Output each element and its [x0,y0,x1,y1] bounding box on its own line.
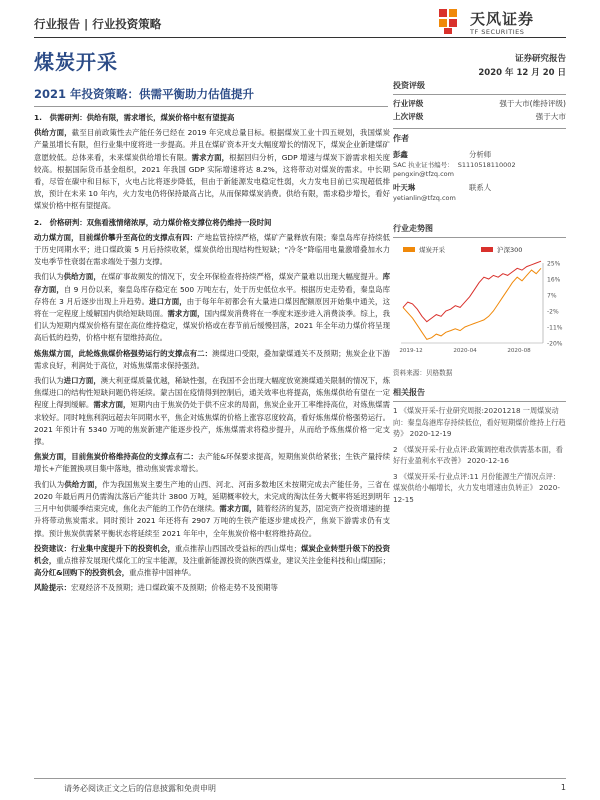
paragraph: 动力煤方面，目前煤价攀升至高位的支撑点有四：产地监管持续严格，煤矿产量释放有限；秦皇岛库存持续低于历史同期水平；进口煤政策 5 月后持续收紧，煤炭供给出现结构性短缺；“冷冬”降临用电量激增叠加水力发电季节性衰弱在需求端处于强力支撑。 [34,232,390,267]
y-tick-label: 16% [547,276,561,284]
legend-label-2: 沪深300 [497,246,523,254]
analyst-2-email[interactable]: yetianlin@tfzq.com [393,194,456,202]
section-heading-2: 2. 价格研判：双焦看涨情绪浓厚，动力煤价格支撑位将仍维持一段时间 [34,217,272,227]
tf-logo-icon [436,6,466,36]
y-tick-label: 25% [547,260,561,268]
rating-section-title: 投资评级 [393,78,566,95]
related-report-1[interactable]: 1 《煤炭开采-行业研究周报:20201218 一周煤炭动向：秦皇岛港库存持续低位，看好短期煤价维持上行趋势》 2020-12-19 [393,406,566,438]
paragraph: 风险提示：宏观经济不及预期；进口煤政策不及预期；价格走势不及预期等 [34,583,278,593]
header-divider [34,37,566,38]
y-tick-label: -11% [547,324,563,332]
industry-title: 煤炭开采 [34,50,118,74]
legend-swatch-1 [403,247,415,252]
report-date: 2020 年 12 月 20 日 [478,68,566,78]
trend-chart-title: 行业走势图 [393,221,566,238]
company-logo [436,4,566,44]
trend-chart-svg [393,241,566,365]
x-tick-label: 2020-04 [453,348,477,354]
report-category: 行业报告 | 行业投资策略 [34,17,162,31]
footer-divider [34,778,566,779]
legend-label-1: 煤炭开采 [419,246,445,254]
paragraph: 我们认为进口方面，澳大利亚煤质量优越，稀缺性强，在我国不会出现大幅度放宽澳煤通关限制的情况下，炼焦煤进口的结构性短缺问题仍将延续。蒙古国在疫情得到控制后，通关效率也将提高，炼焦煤供给有望在一定程度上得到缓解。需求方面，短期内由于焦炭仍处于供不应求的局面，焦炭企业开工率维持高位，对炼焦煤需求较好。同时吨焦利润远超去年同期水平，焦企对炼焦煤的价格上涨容忍度较高，看好炼焦煤价格强势运行。2021 年预计有 5340 万吨的焦炭新建产能逐步投产，炼焦煤需求将稳步提升，从而给予炼焦煤价格一定支撑。 [34,376,390,447]
paragraph: 炼焦煤方面，此轮炼焦煤价格强势运行的支撑点有二：澳煤进口受限，叠加蒙煤通关不及预期；焦炭企业下游需求良好，利润处于高位，对炼焦煤需求保持强劲。 [34,348,390,370]
analyst-2: 叶天琳 联系人 [393,183,492,192]
footer-disclaimer: 请务必阅读正文之后的信息披露和免责申明 [64,784,216,793]
y-tick-label: -2% [547,308,559,316]
chart-source: 资料来源：贝格数据 [393,369,453,377]
legend-swatch-2 [481,247,493,252]
paragraph: 我们认为供给方面，在煤矿事故频发的情况下，安全环保检查将持续严格，煤炭产量难以出现大幅度提升。库存方面，自 9 月份以来，秦皇岛库存稳定在 500 万吨左右，处于历史低位水平。根据历史走势看，秦皇岛库存将在 3 月后逐步出现上升趋势。进口方面，由于每年年初都会有大量进口煤因配额原因开始集中通关，这将在一定程度上缓解国内供给短缺局面。需求方面，国内煤炭消费将在一季度末逐步进入消费淡季。综上，我们认为短期内煤炭价格有望在高位维持稳定，煤炭价格或在春节前后缓慢回落，2021 年全年动力煤价将呈现高后低的趋势，价格中枢有望维持高位。 [34,272,390,343]
paragraph: 供给方面，截至目前政策性去产能任务已经在 2019 年完成总量目标。根据煤炭工业十四五规划，我国煤炭产量虽增长有限，但行业集中度将进一步提高。并且在煤矿资本开支大幅度增长的情况下，煤炭企业新建煤矿意愿较低。总体来看，未来煤炭供给增长有限。需求方面，根据回归分析，GDP 增速与煤炭下游需求相关度较高。根据国际货币基金组织，2021 年我国 GDP 实际增速将达 8.2%，这将带动对煤炭的需求。中长期看，尽管在碳中和目标下，火电占比将逐步降低，但由于新能源发电稳定性弱，火力发电目前已实现超低排放，预计在未来 10 年内，火力发电仍将保持最高占比，从而保障煤炭消费。供给有限，需求稳步增长，看好煤炭价格中枢有望提高。 [34,128,390,211]
industry-trend-chart [393,241,566,365]
sidebar [393,78,566,509]
paragraph: 我们认为供给方面，作为我国焦炭主要生产地的山西、河北、河南多数地区未按期完成去产能任务，三省在 2020 年最后两月仍需淘汰落后产能共计 3800 万吨，延期概率较大，未完成的淘汰任务大概率将延迟到明年三月中旬供暖季结束完成，焦化去产能的工作仍在继续。需求方面，随着经济的复苏，固定资产投资增速的提升将带动焦炭需求。同时预计 2021 年还将有 2907 万吨的生铁产能逐步建成投产，焦炭下游需求仍有支撑。预计焦炭供需紧平衡状态将延续至 2021 年年中，全年焦炭价格中枢将维持高位。 [34,479,390,538]
previous-rating: 上次评级 强于大市 [393,112,566,121]
logo-text-en: TF SECURITIES [470,28,525,36]
series-line-1 [403,268,541,339]
report-subtitle: 2021 年投资策略：供需平衡助力估值提升 [34,86,388,107]
analysts-title: 作者 [393,134,409,143]
paragraph: 焦炭方面，目前焦炭价格维持高位的支撑点有二：去产能&环保要求提高，短期焦炭供给紧张；生铁产量持续增长+产能置换项目集中落地，推动焦炭需求增长。 [34,452,390,474]
analyst-1-cert: SAC 执业证书编号： S1110518110002 [393,161,516,169]
y-tick-label: -20% [547,340,563,348]
industry-rating: 行业评级 强于大市(维持评级) [393,99,566,108]
x-tick-label: 2019-12 [399,348,423,354]
analyst-1: 彭鑫 分析师 [393,150,492,159]
series-line-2 [403,261,541,322]
main-content [34,108,390,598]
y-tick-label: 7% [547,292,557,300]
logo-text-cn: 天风证券 [470,10,535,28]
section-heading-1: 1. 供需研判：供给有限，需求增长，煤炭价格中枢有望提高 [34,113,235,122]
analyst-1-email[interactable]: pengxin@tfzq.com [393,170,454,178]
paragraph: 投资建议：行业集中度提升下的投资机会，重点推荐山西国改受益标的西山煤电；煤炭企业转型升级下的投资机会，重点推荐发展现代煤化工的宝丰能源，及注重新能源投资的陕西煤业，建议关注金能科技和山煤国际；高分红&回购下的投资机会，重点推荐中国神华。 [34,543,390,578]
top-bar [34,12,566,34]
page-number: 1 [560,783,566,792]
related-report-3[interactable]: 3 《煤炭开采-行业点评:11 月份能源生产情况点评：煤炭供给小幅增长，火力发电增速由负转正》 2020-12-15 [393,471,561,504]
report-type: 证券研究报告 [514,54,566,64]
divider [393,128,566,129]
x-tick-label: 2020-08 [507,348,531,354]
related-reports-title: 相关报告 [393,385,566,402]
related-report-2[interactable]: 2 《煤炭开采-行业点评:政策调控难改供需基本面，看好行业盈利水平改善》 2020-12-16 [393,444,564,465]
